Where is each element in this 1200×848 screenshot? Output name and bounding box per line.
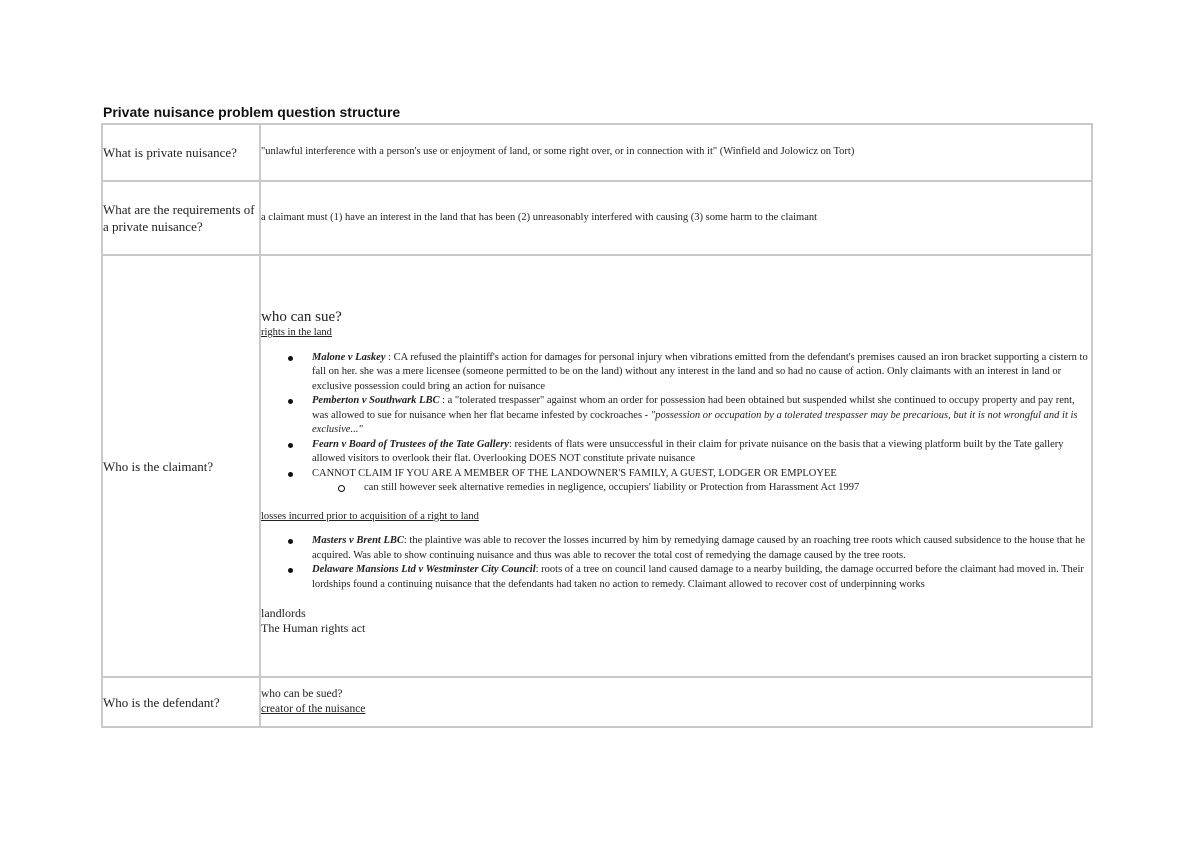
question-cell: What is private nuisance?: [102, 124, 260, 181]
case-text: : CA refused the plaintiff's action for damages for personal injury when vibrations emitted from the defendant's premises caused an iron bracket supporting a cistern to fall on her. she was a mere licensee (someone permitted to be on the land) without any interest in the land and so had no cause of action. Only claimants with an interest in land or exclusive possession could bring an action for nuisance: [312, 351, 1088, 392]
table-row: [102, 181, 1092, 255]
table-row: [102, 677, 1092, 727]
claimant-heading: who can sue?: [261, 309, 342, 325]
sub-list: [312, 481, 1091, 496]
bullet-icon: [288, 539, 293, 544]
question-cell: Who is the claimant?: [102, 255, 260, 677]
case-text: CANNOT CLAIM IF YOU ARE A MEMBER OF THE LANDOWNER'S FAMILY, A GUEST, LODGER OR EMPLOYEE: [312, 467, 837, 479]
list-item: [312, 467, 1091, 496]
question-cell: Who is the defendant?: [102, 677, 260, 727]
question-cell: What are the requirements of a private nuisance?: [102, 181, 260, 255]
case-list: [261, 534, 1091, 592]
section-title: losses incurred prior to acquisition of a right to land: [261, 510, 479, 522]
case-name: Pemberton v Southwark LBC: [312, 395, 440, 406]
sub-list-item: [364, 481, 1091, 496]
bullet-icon: [288, 443, 293, 448]
answer-cell: "unlawful interference with a person's use or enjoyment of land, or some right over, or in connection with it" (Winfield and Jolowicz on Tort): [260, 124, 1092, 181]
case-text: : a "tolerated trespasser" against whom an order for possession had been obtained but suspended whilst she continued to occupy property and pay rent, was allowed to sue for nuisance when her flat became infested by cockroaches -: [312, 395, 1075, 421]
document-title: Private nuisance problem question structure: [103, 104, 401, 120]
bullet-icon: [288, 356, 293, 361]
defendant-heading: who can be sued?: [261, 688, 343, 700]
case-quote: "possession or occupation by a tolerated trespasser may be precarious, but it is not wrongful and it is exclusive...": [312, 409, 1078, 435]
section-title: rights in the land: [261, 327, 332, 338]
case-name: Malone v Laskey: [312, 351, 386, 363]
answer-cell: [260, 677, 1092, 727]
case-text: : roots of a tree on council land caused damage to a nearby building, the damage occurred before the claimant had moved in. Their lordships found a continuing nuisance that the defendants had taken no action to remedy. Claimant allowed to recover cost of underpinning works: [312, 564, 1084, 590]
sub-item-text: can still however seek alternative remedies in negligence, occupiers' liability or Protection from Harassment Act 1997: [364, 482, 860, 493]
landlords-note: landlords: [261, 606, 306, 620]
answer-cell: [260, 255, 1092, 677]
hra-note: The Human rights act: [261, 621, 366, 635]
case-name: Masters v Brent LBC: [312, 535, 404, 546]
bullet-icon: [288, 568, 293, 573]
answer-cell: a claimant must (1) have an interest in the land that has been (2) unreasonably interfered with causing (3) some harm to the claimant: [260, 181, 1092, 255]
list-item: [312, 351, 1091, 395]
list-item: [312, 534, 1091, 563]
bullet-icon: [288, 399, 293, 404]
defendant-subheading: creator of the nuisance: [261, 703, 366, 715]
case-text: : residents of flats were unsuccessful in their claim for private nuisance on the basis that a viewing platform built by the Tate gallery allowed visitors to overlook their flat. Overlooking DOES NOT constitute private nuisance: [312, 438, 1064, 464]
list-item: [312, 438, 1091, 467]
structure-table: [101, 123, 1093, 728]
table-row: [102, 124, 1092, 181]
list-item: [312, 394, 1091, 438]
bullet-icon: [288, 472, 293, 477]
case-name: Delaware Mansions Ltd v Westminster City Council: [312, 564, 536, 575]
table-row: [102, 255, 1092, 677]
list-item: [312, 563, 1091, 592]
case-list: [261, 351, 1091, 496]
case-name: Fearn v Board of Trustees of the Tate Gallery: [312, 438, 509, 450]
case-text: : the plaintive was able to recover the losses incurred by him by remedying damage caused by an roaching tree roots which caused subsidence to the house that he acquired. Was able to show continuing nuisance and thus was able to recover the total cost of remedying the damage caused by the tree roots.: [312, 535, 1086, 561]
circle-bullet-icon: [338, 485, 345, 492]
